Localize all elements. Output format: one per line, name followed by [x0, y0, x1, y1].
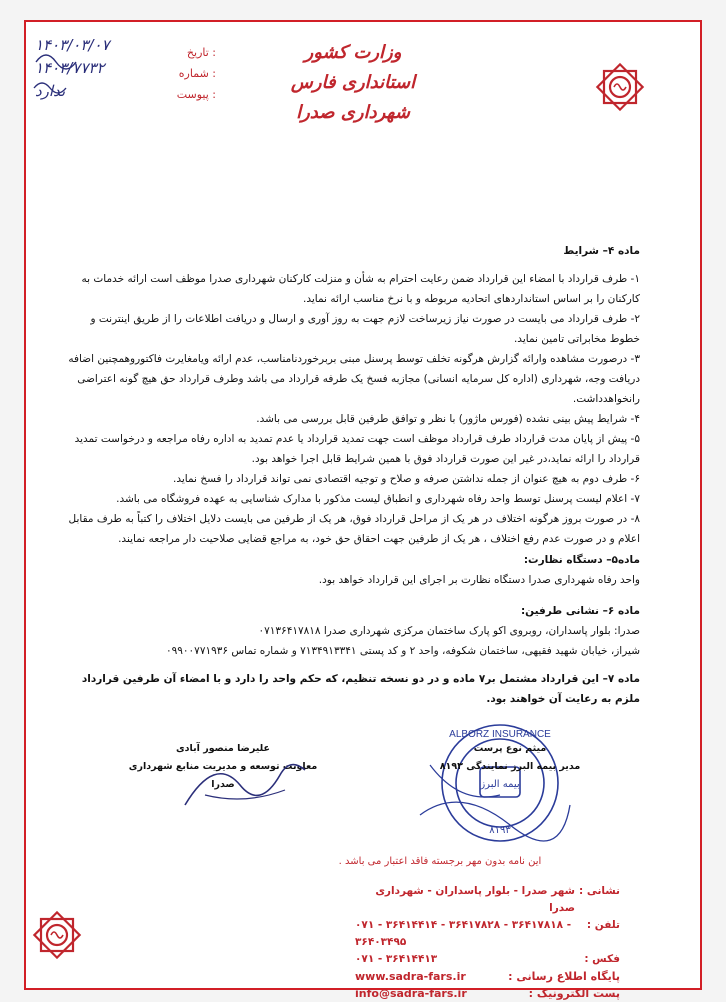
municipality-logo — [593, 60, 647, 114]
stamp-text-center: بیمه البرز — [480, 779, 520, 790]
term-item: ۴- شرایط پیش بینی نشده (فورس ماژور) با نظر و توافق طرفین قابل بررسی می باشد. — [256, 413, 640, 425]
signer-title: مدیر بیمه البرز نمایندگی ۸۱۹۳ — [439, 761, 581, 772]
term-item: ۶- طرف دوم به هیچ عنوان از جمله نداشتن صرفه و صلاح و توجیه اقتصادی نمی تواند قرارداد را فسخ نماید. — [173, 473, 640, 485]
address-label: نشانی : — [579, 885, 620, 897]
supervision-title: ماده۵– دستگاه نظارت: — [523, 554, 640, 566]
phone-label: تلفن : — [586, 919, 620, 931]
supervision-text: واحد رفاه شهرداری صدرا دستگاه نظارت بر اجرای این قرارداد خواهد بود. — [318, 574, 640, 586]
term-item: ۲- طرف قرارداد می بایست در صورت نیاز زیرساخت لازم جهت به روز آوری و ارسال و دریافت اطلاعات را از طریق اینترنت و خطوط مخابراتی تامین نماید. — [90, 313, 640, 345]
term-item: ۸- در صورت بروز هرگونه اختلاف در هر یک از مراحل قرارداد فوق، هر یک از طرفین می بایست دلایل اختلاف را کتباً به طرف مقابل اعلام و در صورت عدم رفع اختلاف ، هر یک از طرفین جهت احقاق حق خود، به مراجع قضایی صلاحیت دار مراجعه نمایند. — [68, 513, 640, 545]
term-item: ۱- طرف قرارداد با امضاء این قرارداد ضمن رعایت احترام به شأن و منزلت کارکنان شهرداری صدرا موظف است ارائه خدمات به کارکنان را بر اساس استانداردهای اتحادیه مربوطه و با نرخ مناسب ارائه نماید. — [81, 273, 640, 305]
municipality-logo-footer — [30, 908, 84, 962]
letter-body — [65, 240, 640, 709]
email-label: پست الکترونیک : — [528, 987, 620, 1000]
footer-email-row — [355, 985, 620, 1002]
term-item: ۷- اعلام لیست پرسنل توسط واحد رفاه شهرداری و انطباق لیست مذکور با مدارک شناسایی به عهده فروشگاه می باشد. — [116, 493, 640, 505]
attachment-value: ندارد — [35, 82, 66, 100]
validity-note: این نامه بدون مهر برجسته فاقد اعتبار می باشد . — [338, 856, 542, 867]
terms-title: ماده ۴– شرایط — [563, 245, 640, 257]
stamp-text-top: ALBORZ INSURANCE — [449, 729, 551, 740]
handwritten-signature — [175, 745, 315, 825]
addresses-title: ماده ۶– نشانی طرفین: — [520, 605, 640, 617]
footer-web-row — [355, 968, 620, 985]
footer-fax-row — [355, 951, 620, 968]
fax-label: فکس : — [584, 953, 620, 965]
date-value: ۱۴۰۳/۰۳/۰۷ — [35, 36, 110, 54]
ministry-name: وزارت کشور — [304, 42, 402, 63]
insurance-stamp — [410, 705, 575, 855]
address-sadra: صدرا: بلوار پاسداران، روبروی اکو پارک ساختمان مرکزی شهرداری صدرا ۰۷۱۳۶۴۱۷۸۱۸ — [258, 625, 640, 637]
footer-address-row — [355, 883, 620, 917]
term-item: ۳- درصورت مشاهده وارائه گزارش هرگونه تخلف توسط پرسنل مبنی بربرخوردنامناسب، عدم ارائه ویامغایرت فاکتوروهمچنین اضافه دریافت وجه، شهرداری (اداره کل سرمایه انسانی) مجازبه فسخ یک طرفه قرارداد می باشد وطرف قرارداد حق هیچ گونه اعتراضی رانخواهدداشت. — [68, 353, 640, 405]
web-label: پایگاه اطلاع رسانی : — [508, 970, 620, 983]
website-link[interactable]: www.sadra-fars.ir — [355, 970, 466, 983]
organization-heading — [283, 38, 423, 128]
footer-phone-row — [355, 917, 620, 951]
date-label: : تاریخ — [186, 46, 216, 59]
number-label: : شماره — [178, 67, 216, 80]
address-value: شهر صدرا - بلوار پاسداران - شهرداری صدرا — [375, 885, 575, 914]
signer-name: میثم نوع پرست — [473, 743, 547, 754]
contact-footer — [355, 883, 620, 1002]
stamp-text-bottom: ۸۱۹۳ — [489, 825, 511, 836]
signer-name: علیرضا منصور آبادی — [175, 743, 271, 754]
handwriting-scribble — [30, 40, 160, 100]
phone-value: ۰۷۱ - ۳۶۴۱۴۴۱۴ - ۳۶۴۱۷۸۲۸ - ۳۶۴۱۷۸۱۸ - ۳۶۴۰۳۴۹۵ — [355, 919, 572, 948]
term-item: ۵- پیش از پایان مدت قرارداد طرف قرارداد موظف است جهت تمدید قرارداد یا عدم تمدید به اداره رفاه مراجعه و درخواست تمدید قرارداد را ارائه نماید،در غیر این صورت قرارداد فوق با همین شرایط قابل اجرا خواهد بود. — [74, 433, 640, 465]
address-shiraz: شیراز، خیابان شهید فقیهی، ساختمان شکوفه، واحد ۲ و کد پستی ۷۱۳۴۹۱۳۳۴۱ و شماره تماس ۰۹۹۰۰۷۷۱۹۳۶ — [165, 645, 640, 657]
attachment-label: : پیوست — [176, 88, 216, 101]
signature-insurance — [405, 740, 615, 776]
article-7: ماده ۷– این قرارداد مشتمل بر۷ ماده و در دو نسخه تنظیم، که حکم واحد را دارد و با امضاء آن طرفین قرارداد ملزم به رعایت آن خواهند بود. — [81, 673, 640, 705]
number-value: ۱۴۰۳/۷۷۳۲ — [35, 59, 105, 77]
municipality-name: شهرداری صدرا — [296, 102, 410, 123]
fax-value: ۰۷۱ - ۳۶۴۱۴۴۱۳ — [355, 953, 438, 965]
signer-title: معاونت توسعه و مدیریت منابع شهرداری صدرا — [128, 761, 318, 790]
email-link[interactable]: info@sadra-fars.ir — [355, 987, 467, 1000]
governorate-name: استانداری فارس — [290, 72, 416, 93]
